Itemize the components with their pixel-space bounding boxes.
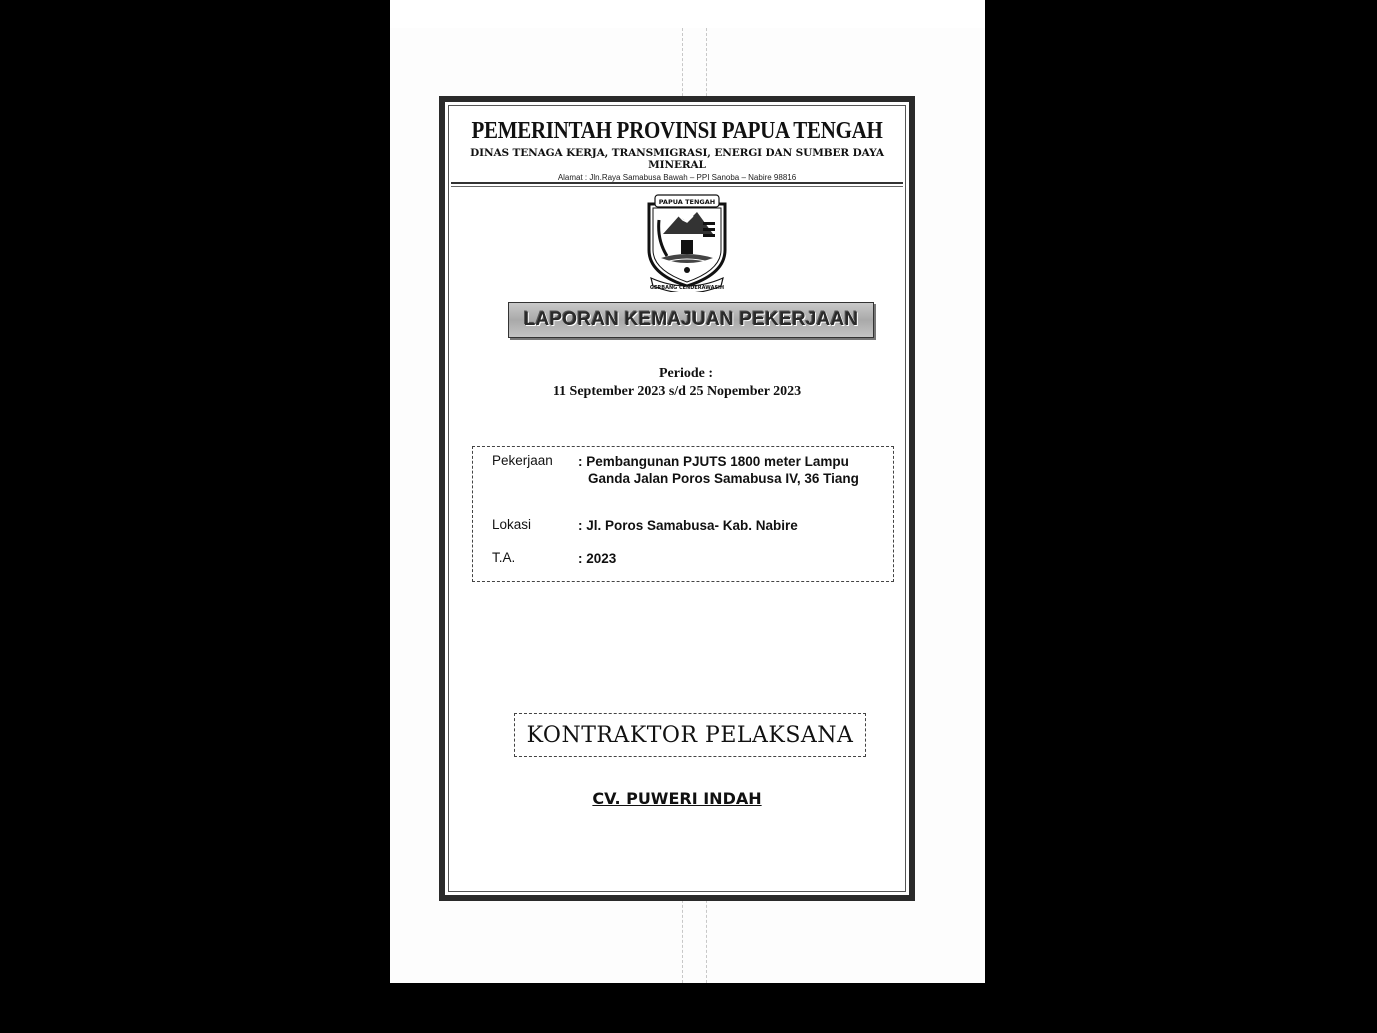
scanner-background-bottom: [390, 983, 985, 1033]
department-name: DINAS TENAGA KERJA, TRANSMIGRASI, ENERGI DAN SUMBER DAYA MINERAL: [470, 147, 884, 171]
job-value-line-1: : Pembangunan PJUTS 1800 meter Lampu: [578, 454, 849, 469]
cover-frame: [439, 96, 915, 901]
emblem-bottom-text: GERBANG CENDERAWASIH: [649, 285, 725, 291]
location-label: Lokasi: [492, 517, 532, 532]
job-label: Pekerjaan: [492, 453, 553, 468]
year-label: T.A.: [492, 550, 516, 565]
project-details-box: [472, 446, 894, 582]
scanner-background-left: [0, 0, 390, 1033]
report-title: LAPORAN KEMAJUAN PEKERJAAN: [523, 309, 859, 330]
document-page: [390, 28, 985, 983]
letterhead-rule: [451, 182, 903, 184]
period-dates: 11 September 2023 s/d 25 Nopember 2023: [552, 384, 802, 399]
government-title: PEMERINTAH PROVINSI PAPUA TENGAH: [471, 116, 883, 144]
letterhead-rule-thin: [451, 186, 903, 187]
report-period: [445, 366, 909, 400]
papua-tengah-coat-of-arms-icon: [641, 190, 733, 292]
letterhead: [445, 118, 909, 182]
department-address: Alamat : Jln.Raya Samabusa Bawah – PPI Sanoba – Nabire 98816: [557, 173, 797, 182]
location-value: : Jl. Poros Samabusa- Kab. Nabire: [578, 518, 798, 533]
job-value: [578, 453, 878, 487]
emblem-top-text: PAPUA TENGAH: [658, 198, 716, 206]
year-value: : 2023: [578, 551, 617, 566]
scanner-background-right: [985, 0, 1377, 1033]
job-value-line-2: Ganda Jalan Poros Samabusa IV, 36 Tiang: [588, 471, 859, 486]
period-label: Periode :: [658, 366, 714, 381]
report-title-banner: [508, 302, 874, 338]
contractor-company-name: CV. PUWERI INDAH: [592, 789, 762, 808]
contractor-heading-box: [514, 713, 866, 757]
contractor-heading: KONTRAKTOR PELAKSANA: [526, 722, 854, 748]
